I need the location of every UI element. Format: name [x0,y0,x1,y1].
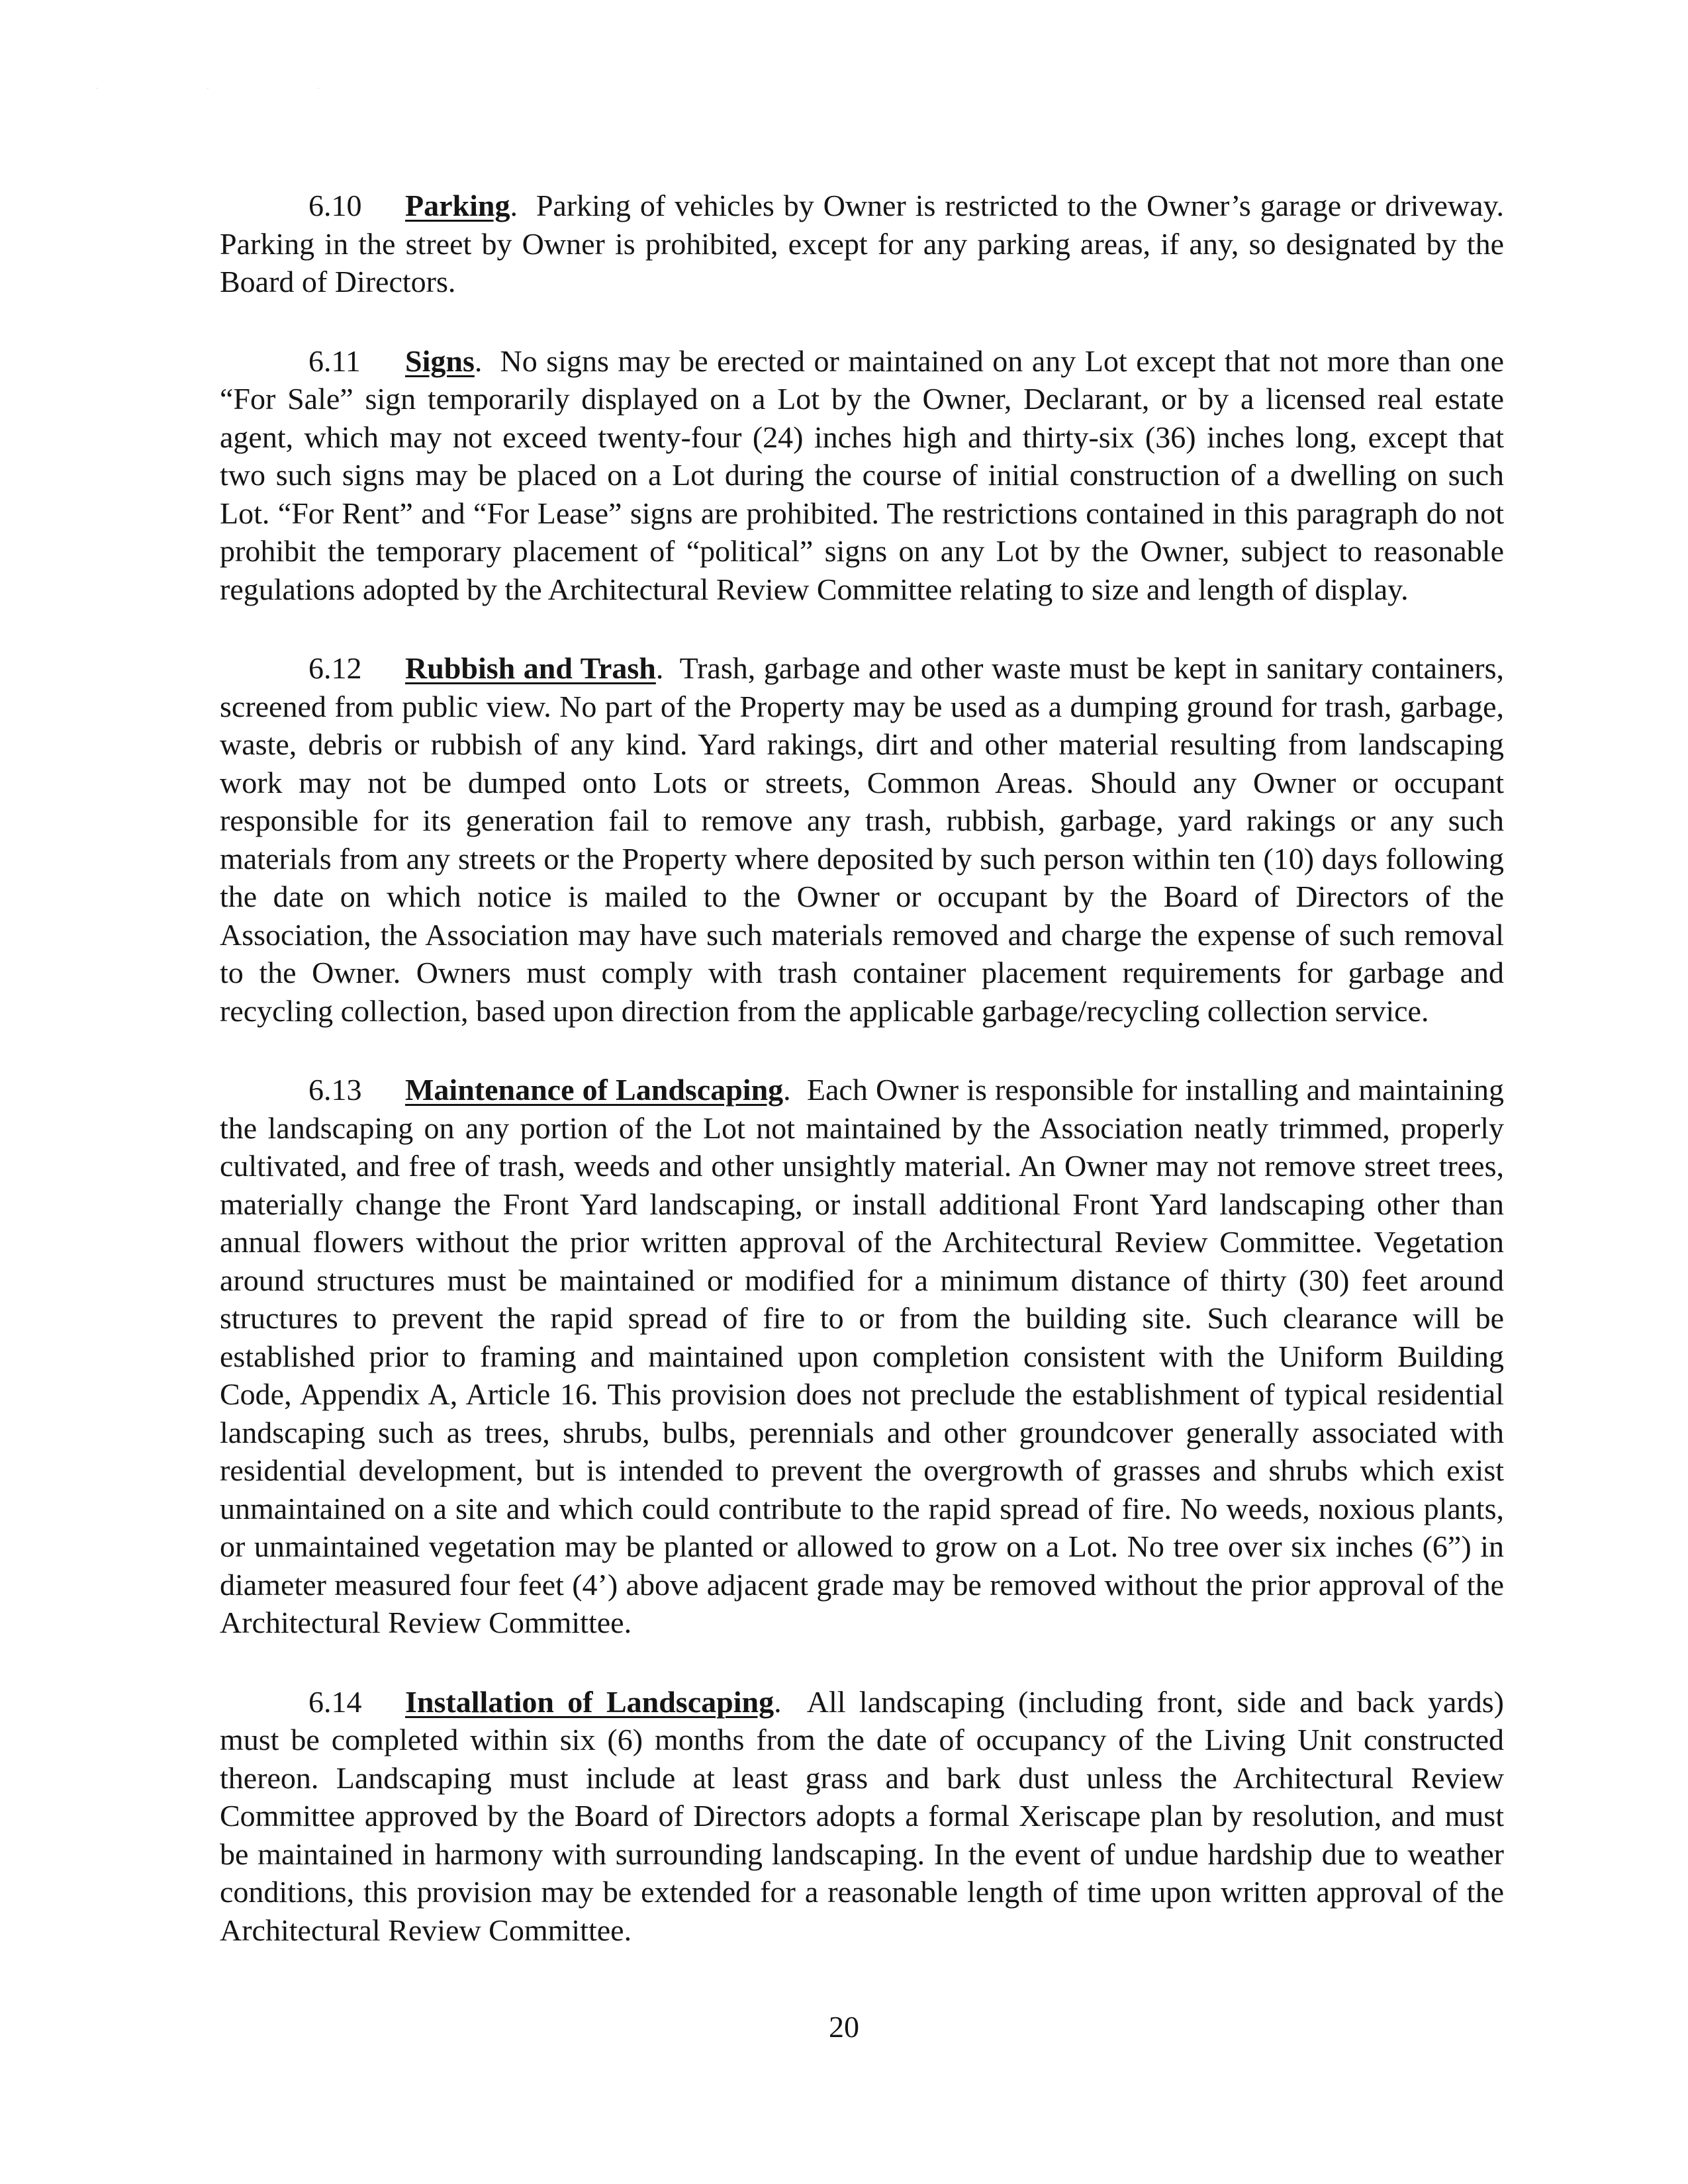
section-text: No signs may be erected or maintained on any Lot except that not more than one “For Sale” sign temporarily displayed on a Lot by the Owner, Declarant, or by a licensed real estate agent, which may not exceed twenty-four (24) inches high and thirty-six (36) inches long, except that two such signs may be placed on a Lot during the course of initial construction of a dwelling on such Lot. “For Rent” and “For Lease” signs are prohibited. The restrictions contained in this paragraph do not prohibit the temporary placement of “political” signs on any Lot by the Owner, subject to reasonable regulations adopted by the Architectural Review Committee relating to size and length of display. [220,343,1504,606]
section-title: Signs [405,343,475,378]
section-6-11: 6.11 Signs. No signs may be erected or maintained on any Lot except that not more than one “For Sale” sign temporarily displayed on a Lot by the Owner, Declarant, or by a licensed real estate agent, which may not exceed twenty-four (24) inches high and thirty-six (36) inches long, except that two such signs may be placed on a Lot during the course of initial construction of a dwelling on such Lot. “For Rent” and “For Lease” signs are prohibited. The restrictions contained in this paragraph do not prohibit the temporary placement of “political” signs on any Lot by the Owner, subject to reasonable regulations adopted by the Architectural Review Committee relating to size and length of display. [220,342,1504,609]
section-text: All landscaping (including front, side and back yards) must be completed within six (6) months from the date of occupancy of the Living Unit constructed thereon. Landscaping must include at least grass and bark dust unless the Architectural Review Committee approved by the Board of Directors adopts a formal Xeriscape plan by resolution, and must be maintained in harmony with surrounding landscaping. In the event of undue hardship due to weather conditions, this provision may be extended for a reasonable length of time upon written approval of the Architectural Review Committee. [220,1684,1504,1947]
section-number: 6.10 [308,189,362,222]
section-text: Parking of vehicles by Owner is restricted to the Owner’s garage or driveway. Parking in the street by Owner is prohibited, except for any parking areas, if any, so designated by the Board of Directors. [220,189,1505,298]
section-6-13: 6.13 Maintenance of Landscaping. Each Owner is responsible for installing and maintaining the landscaping on any portion of the Lot not maintained by the Association neatly trimmed, properly cultivated, and free of trash, weeds and other unsightly material. An Owner may not remove street trees, materially change the Front Yard landscaping, or install additional Front Yard landscaping other than annual flowers without the prior written approval of the Architectural Review Committee. Vegetation around structures must be maintained or modified for a minimum distance of thirty (30) feet around structures to prevent the rapid spread of fire to or from the building site. Such clearance will be established prior to framing and maintained upon completion consistent with the Uniform Building Code, Appendix A, Article 16. This provision does not preclude the establishment of typical residential landscaping such as trees, shrubs, bulbs, perennials and other groundcover generally associated with residential development, but is intended to prevent the overgrowth of grasses and shrubs which exist unmaintained on a site and which could contribute to the rapid spread of fire. No weeds, noxious plants, or unmaintained vegetation may be planted or allowed to grow on a Lot. No tree over six inches (6”) in diameter measured four feet (4’) above adjacent grade may be removed without the prior approval of the Architectural Review Committee. [220,1071,1504,1642]
page-number: 20 [829,2010,859,2044]
section-number: 6.13 [308,1073,362,1107]
section-number: 6.12 [308,651,362,685]
scan-artifact: · · · [96,83,373,93]
section-number: 6.14 [308,1684,362,1719]
section-6-14: 6.14 Installation of Landscaping. All landscaping (including front, side and back yards) must be completed within six (6) months from the date of occupancy of the Living Unit constructed thereon. Landscaping must include at least grass and bark dust unless the Architectural Review Committee approved by the Board of Directors adopts a formal Xeriscape plan by resolution, and must be maintained in harmony with surrounding landscaping. In the event of undue hardship due to weather conditions, this provision may be extended for a reasonable length of time upon written approval of the Architectural Review Committee. [220,1683,1504,1950]
section-title: Maintenance of Landscaping [405,1073,784,1107]
document-body [220,187,1504,1990]
section-title: Parking [405,189,510,222]
section-6-10: 6.10 Parking. Parking of vehicles by Owner is restricted to the Owner’s garage or driveway. Parking in the street by Owner is prohibited, except for any parking areas, if any, so designated by the Board of Directors. [220,187,1504,301]
section-title: Rubbish and Trash [405,651,656,685]
section-6-12: 6.12 Rubbish and Trash. Trash, garbage and other waste must be kept in sanitary containers, screened from public view. No part of the Property may be used as a dumping ground for trash, garbage, waste, debris or rubbish of any kind. Yard rakings, dirt and other material resulting from landscaping work may not be dumped onto Lots or streets, Common Areas. Should any Owner or occupant responsible for its generation fail to remove any trash, rubbish, garbage, yard rakings or any such materials from any streets or the Property where deposited by such person within ten (10) days following the date on which notice is mailed to the Owner or occupant by the Board of Directors of the Association, the Association may have such materials removed and charge the expense of such removal to the Owner. Owners must comply with trash container placement requirements for garbage and recycling collection, based upon direction from the applicable garbage/recycling collection service. [220,649,1504,1030]
section-title: Installation of Landscaping [405,1684,774,1719]
section-text: Each Owner is responsible for installing and maintaining the landscaping on any portion of the Lot not maintained by the Association neatly trimmed, properly cultivated, and free of trash, weeds and other unsightly material. An Owner may not remove street trees, materially change the Front Yard landscaping, or install additional Front Yard landscaping other than annual flowers without the prior written approval of the Architectural Review Committee. Vegetation around structures must be maintained or modified for a minimum distance of thirty (30) feet around structures to prevent the rapid spread of fire to or from the building site. Such clearance will be established prior to framing and maintained upon completion consistent with the Uniform Building Code, Appendix A, Article 16. This provision does not preclude the establishment of typical residential landscaping such as trees, shrubs, bulbs, perennials and other groundcover generally associated with residential development, but is intended to prevent the overgrowth of grasses and shrubs which exist unmaintained on a site and which could contribute to the rapid spread of fire. No weeds, noxious plants, or unmaintained vegetation may be planted or allowed to grow on a Lot. No tree over six inches (6”) in diameter measured four feet (4’) above adjacent grade may be removed without the prior approval of the Architectural Review Committee. [220,1073,1504,1639]
section-text: Trash, garbage and other waste must be kept in sanitary containers, screened from public view. No part of the Property may be used as a dumping ground for trash, garbage, waste, debris or rubbish of any kind. Yard rakings, dirt and other material resulting from landscaping work may not be dumped onto Lots or streets, Common Areas. Should any Owner or occupant responsible for its generation fail to remove any trash, rubbish, garbage, yard rakings or any such materials from any streets or the Property where deposited by such person within ten (10) days following the date on which notice is mailed to the Owner or occupant by the Board of Directors of the Association, the Association may have such materials removed and charge the expense of such removal to the Owner. Owners must comply with trash container placement requirements for garbage and recycling collection, based upon direction from the applicable garbage/recycling collection service. [220,651,1504,1028]
section-number: 6.11 [308,343,361,378]
